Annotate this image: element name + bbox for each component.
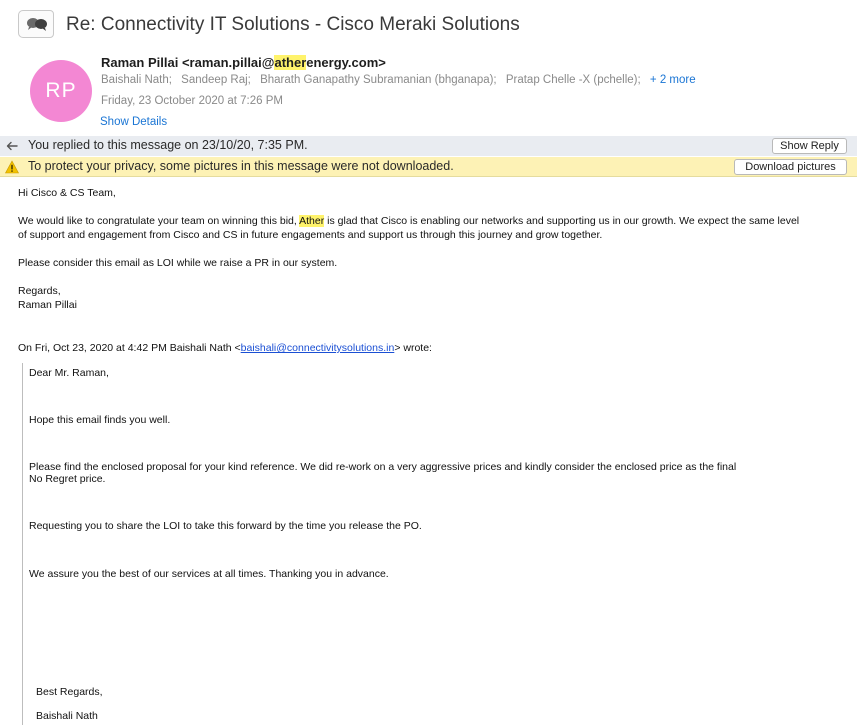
body-paragraph-line: of support and engagement from Cisco and CS in future engagements and support us through this journey and grow together. (18, 229, 603, 241)
quoted-line: Requesting you to share the LOI to take this forward by the time you release the PO. (29, 520, 422, 532)
replied-banner (0, 136, 857, 156)
title-bar (0, 0, 857, 50)
quoted-line: Hope this email finds you well. (29, 414, 171, 426)
search-highlight: ather (274, 55, 307, 70)
speech-bubbles-icon[interactable] (18, 10, 54, 38)
message-header (0, 50, 857, 134)
signature-name: Raman Pillai (18, 299, 77, 311)
recipient[interactable]: Sandeep Raj; (181, 74, 251, 86)
body-paragraph: Please consider this email as LOI while we raise a PR in our system. (18, 257, 338, 269)
show-reply-button[interactable]: Show Reply (772, 138, 847, 154)
quoted-closing: Best Regards, (36, 686, 103, 698)
privacy-banner (0, 157, 857, 177)
greeting: Hi Cisco & CS Team, (18, 187, 116, 199)
message-date: Friday, 23 October 2020 at 7:26 PM (101, 95, 283, 107)
recipient[interactable]: Pratap Chelle -X (pchelle); (505, 74, 641, 86)
sender-line (101, 55, 386, 70)
recipient[interactable]: Bharath Ganapathy Subramanian (bhganapa); (260, 74, 497, 86)
replied-banner-text: You replied to this message on 23/10/20, 7:35 PM. (28, 138, 308, 152)
sign-off: Regards, (18, 285, 61, 297)
show-details-link[interactable]: Show Details (100, 116, 168, 128)
search-highlight: Ather (299, 215, 325, 227)
quoted-line: No Regret price. (29, 473, 106, 485)
quoted-line: We assure you the best of our services at all times. Thanking you in advance. (29, 568, 389, 580)
quote-header: On Fri, Oct 23, 2020 at 4:42 PM Baishali Nath <baishali@connectivitysolutions.in> wrote: (18, 342, 432, 354)
download-pictures-button[interactable]: Download pictures (734, 159, 847, 175)
recipient[interactable]: Baishali Nath; (101, 74, 172, 86)
quoted-signature-name: Baishali Nath (36, 710, 98, 722)
reply-arrow-icon (5, 139, 19, 153)
recipients-list (101, 74, 702, 86)
avatar: RP (30, 60, 92, 122)
more-recipients-link[interactable]: + 2 more (649, 74, 696, 86)
sender-email[interactable]: <raman.pillai@atherenergy.com> (181, 55, 386, 70)
email-link[interactable]: baishali@connectivitysolutions.in (240, 342, 395, 354)
quote-bar (22, 363, 23, 725)
privacy-banner-text: To protect your privacy, some pictures in this message were not downloaded. (28, 159, 454, 173)
warning-icon (5, 160, 19, 174)
quoted-salutation: Dear Mr. Raman, (29, 367, 109, 379)
email-subject: Re: Connectivity IT Solutions - Cisco Meraki Solutions (66, 14, 520, 35)
body-paragraph: We would like to congratulate your team on winning this bid, Ather is glad that Cisco is enabling our networks and supporting us in our growth. We expect the same level (18, 215, 800, 227)
sender-name[interactable]: Raman Pillai (101, 55, 179, 70)
quoted-line: Please find the enclosed proposal for your kind reference. We did re-work on a very aggressive prices and kindly consider the enclosed price as the final (29, 461, 737, 473)
